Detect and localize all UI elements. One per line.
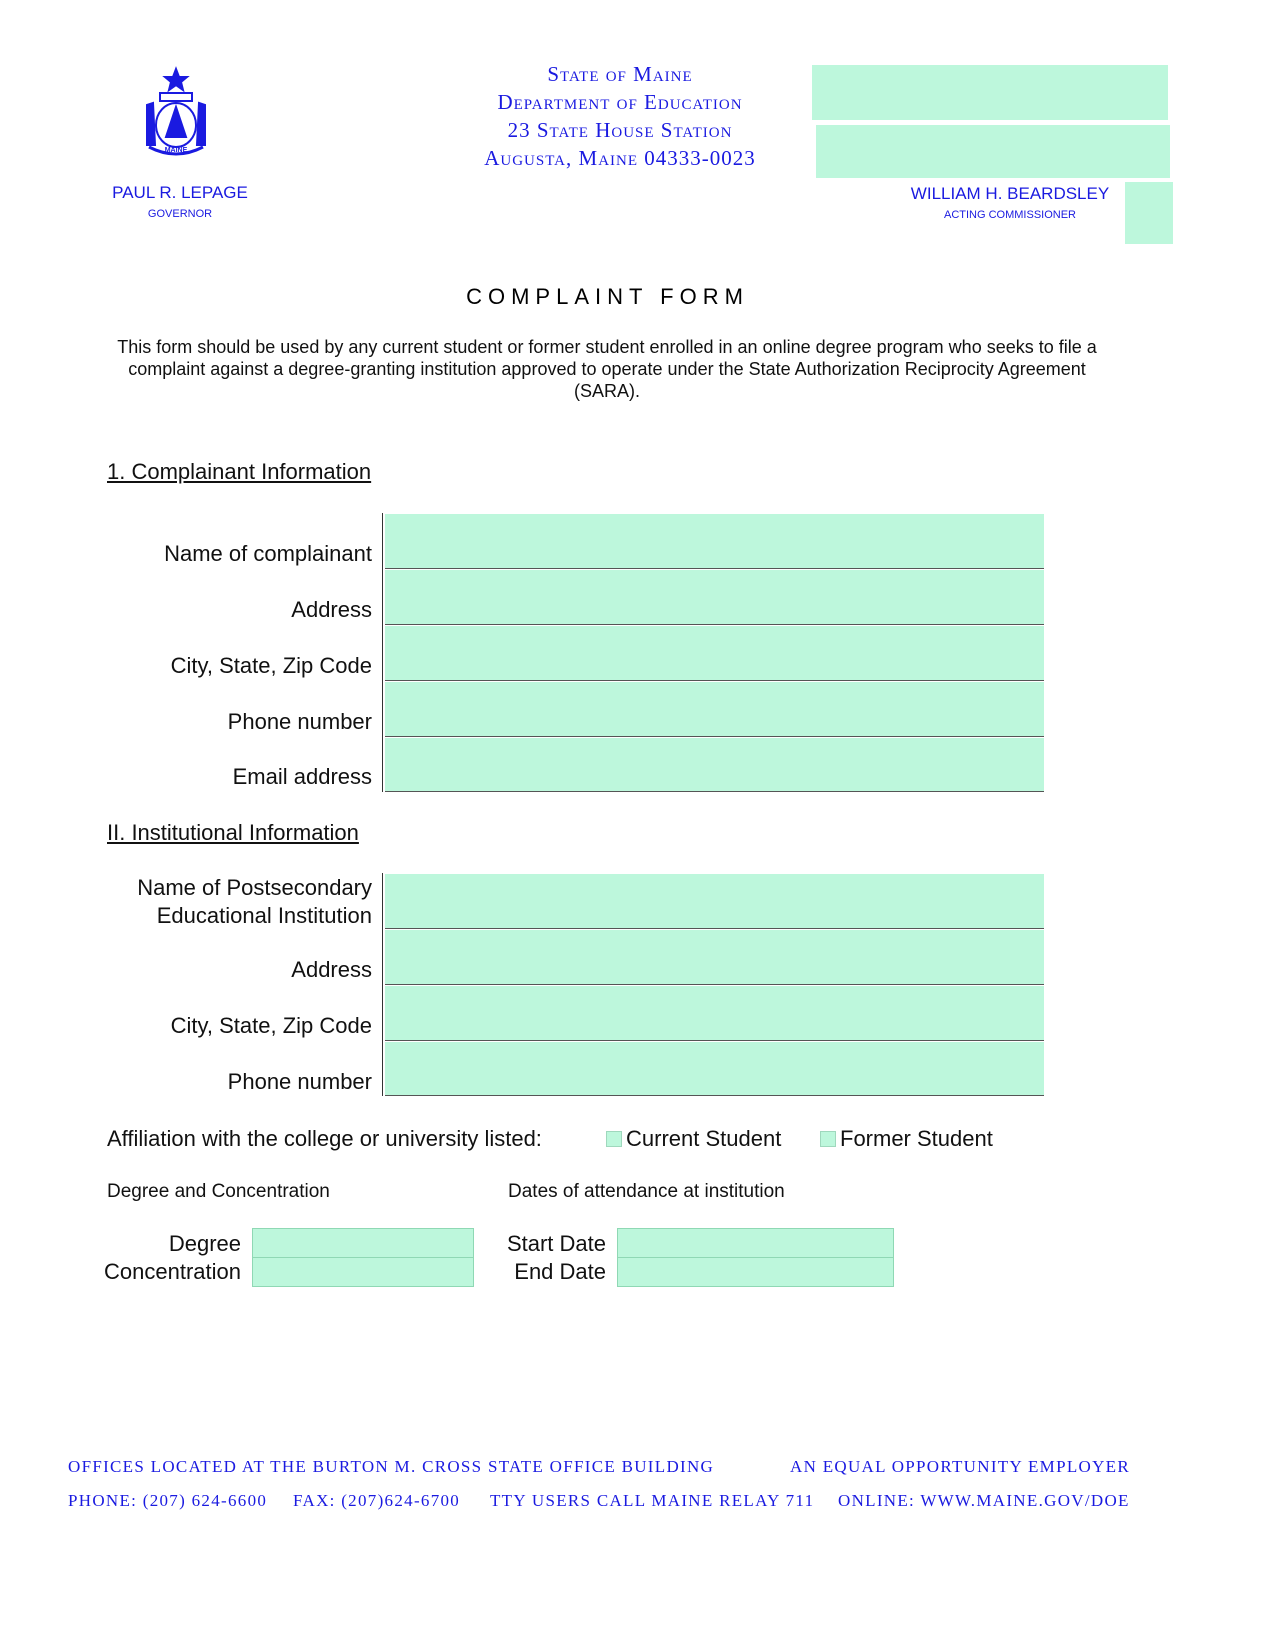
section1-divider — [382, 513, 383, 792]
header-input-1[interactable] — [812, 65, 1168, 120]
former-student-checkbox[interactable] — [820, 1131, 836, 1147]
institution-address-input[interactable] — [385, 930, 1044, 984]
complainant-city-field[interactable] — [385, 626, 1044, 681]
label-complainant-address: Address — [291, 597, 372, 622]
footer-online: ONLINE: WWW.MAINE.GOV/DOE — [838, 1491, 1130, 1510]
institution-phone-input[interactable] — [385, 1042, 1044, 1095]
complainant-address-field[interactable] — [385, 570, 1044, 625]
form-title: COMPLAINT FORM — [466, 284, 749, 309]
label-institution-line2: Educational Institution — [156, 903, 372, 928]
complainant-address-input[interactable] — [385, 570, 1044, 624]
institution-name-field[interactable] — [385, 874, 1044, 929]
commissioner-title: ACTING COMMISSIONER — [943, 209, 1076, 221]
section2-divider — [382, 873, 383, 1096]
complainant-name-field[interactable] — [385, 514, 1044, 569]
complainant-email-field[interactable] — [385, 738, 1044, 792]
label-institution-name — [100, 874, 372, 930]
label-concentration: Concentration — [104, 1259, 241, 1284]
footer-equal-employer: AN EQUAL OPPORTUNITY EMPLOYER — [790, 1457, 1130, 1476]
footer-offices: OFFICES LOCATED AT THE BURTON M. CROSS STATE OFFICE BUILDING — [68, 1457, 715, 1476]
label-complainant-city: City, State, Zip Code — [170, 653, 372, 678]
form-intro: This form should be used by any current student or former student enrolled in an online degree program who seeks to file a complaint against a degree-granting institution approved to operate under the State Authorization Reciprocity Agreement (SARA). — [117, 337, 1097, 401]
institution-phone-field[interactable] — [385, 1042, 1044, 1096]
header-input-2[interactable] — [816, 125, 1170, 178]
current-student-checkbox[interactable] — [606, 1131, 622, 1147]
label-institution-phone: Phone number — [227, 1069, 372, 1094]
complainant-city-input[interactable] — [385, 626, 1044, 680]
institution-city-input[interactable] — [385, 986, 1044, 1040]
section1-heading: 1. Complainant Information — [107, 459, 372, 484]
label-complainant-phone: Phone number — [227, 709, 372, 734]
governor-title: GOVERNOR — [147, 208, 213, 220]
degree-field[interactable] — [252, 1228, 474, 1258]
agency-line-department: Department of Education — [497, 90, 743, 114]
label-institution-city: City, State, Zip Code — [170, 1013, 372, 1038]
label-end-date: End Date — [514, 1259, 606, 1284]
institution-city-field[interactable] — [385, 986, 1044, 1041]
footer-fax: FAX: (207)624-6700 — [293, 1491, 461, 1510]
governor-name: PAUL R. LEPAGE — [112, 183, 248, 202]
former-student-label: Former Student — [840, 1126, 993, 1151]
footer-tty: TTY USERS CALL MAINE RELAY 711 — [490, 1491, 815, 1510]
institution-address-field[interactable] — [385, 930, 1044, 985]
section2-heading: II. Institutional Information — [107, 820, 359, 845]
state-seal — [133, 65, 219, 165]
complainant-email-input[interactable] — [385, 738, 1044, 791]
affiliation-label: Affiliation with the college or university listed: — [107, 1126, 542, 1151]
label-complainant-name: Name of complainant — [164, 541, 372, 566]
agency-line-station: 23 State House Station — [507, 118, 733, 142]
agency-address — [420, 60, 820, 172]
footer-phone: PHONE: (207) 624-6600 — [68, 1491, 268, 1510]
header-field-1[interactable] — [812, 65, 1168, 120]
concentration-field[interactable] — [252, 1257, 474, 1287]
current-student-label: Current Student — [626, 1126, 782, 1151]
end-date-field[interactable] — [617, 1257, 894, 1287]
commissioner-name: WILLIAM H. BEARDSLEY — [910, 184, 1110, 203]
agency-line-state: State of Maine — [547, 62, 693, 86]
complainant-phone-input[interactable] — [385, 682, 1044, 736]
start-date-field[interactable] — [617, 1228, 894, 1258]
header-input-3[interactable] — [1125, 182, 1173, 244]
label-start-date: Start Date — [506, 1231, 606, 1256]
agency-line-city: Augusta, Maine 04333-0023 — [484, 146, 756, 170]
label-complainant-email: Email address — [232, 764, 372, 789]
header-field-2[interactable] — [816, 125, 1170, 178]
degree-heading: Degree and Concentration — [107, 1181, 330, 1202]
dates-heading: Dates of attendance at institution — [508, 1181, 785, 1202]
label-degree: Degree — [168, 1231, 241, 1256]
complainant-name-input[interactable] — [385, 514, 1044, 568]
seal-banner-text: MAINE — [164, 147, 188, 154]
complainant-phone-field[interactable] — [385, 682, 1044, 737]
label-institution-line1: Name of Postsecondary — [137, 875, 372, 900]
header-field-3[interactable] — [1125, 182, 1173, 244]
institution-name-input[interactable] — [385, 874, 1044, 928]
label-institution-address: Address — [291, 957, 372, 982]
